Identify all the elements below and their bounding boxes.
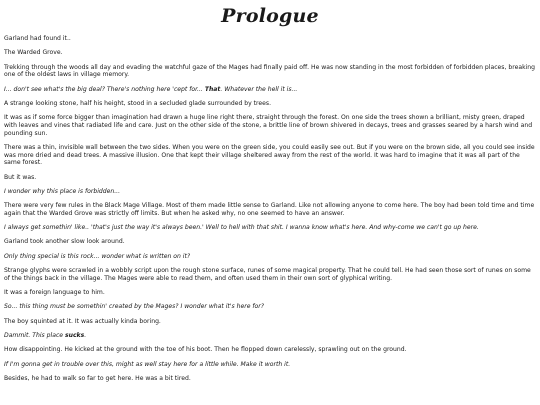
paragraph: A strange looking stone, half his height, stood in a secluded glade surrounded by trees. <box>4 99 272 107</box>
paragraph-thought: So... this thing must be somethin' created by the Mages? I wonder what it's here for? <box>4 303 265 311</box>
text-span: . Whatever the hell it is... <box>220 85 298 93</box>
chapter-title: Prologue <box>221 5 319 27</box>
document-page <box>4 2 536 389</box>
paragraph: It was as if some force bigger than imagination had drawn a huge line right there, straight through the forest. On one side the trees shown a brilliant, misty green, draped with leaves and vines that radiated life and care. Just on the other side of the stone, a brittle line of brown shivered in decays, trees and grasses seared by a harsh wind and pounding sun. <box>4 114 533 137</box>
emphasis-text: That <box>204 85 221 93</box>
paragraph: How disappointing. He kicked at the ground with the toe of his boot. Then he flopped down carelessly, sprawling out on the ground. <box>4 346 407 354</box>
text-span: Dammit. This place <box>4 331 65 339</box>
text-span: I... don't see what's the big deal? There's nothing here 'cept for... <box>4 85 205 93</box>
paragraph: But it was. <box>4 173 37 181</box>
paragraph: Garland took another slow look around. <box>4 238 125 246</box>
paragraph: The boy squinted at it. It was actually kinda boring. <box>4 317 161 325</box>
paragraph-thought: I wonder why this place is forbidden... <box>4 187 121 195</box>
text-span: . <box>84 331 87 339</box>
paragraph: Trekking through the woods all day and evading the watchful gaze of the Mages had finally paid off. He was now standing in the most forbidden of forbidden places, breaking one of the oldest laws in village memory. <box>4 63 536 79</box>
paragraph: There was a thin, invisible wall between the two sides. When you were on the green side, you could easily see out. But if you were on the brown side, all you could see inside was more dried and dead trees. A massive illusion. One that kept their village sheltered away from the rest of the world. It was hard to imagine that it was all part of the same forest. <box>4 143 535 167</box>
paragraph-thought: Only thing special is this rock... wonder what is written on it? <box>4 252 191 260</box>
paragraph-thought <box>4 86 536 94</box>
paragraph: The Warded Grove. <box>4 49 63 57</box>
paragraph: Besides, he had to walk so far to get here. He was a bit tired. <box>4 374 191 382</box>
paragraph: It was a foreign language to him. <box>4 289 105 297</box>
emphasis-text: sucks <box>64 331 85 339</box>
paragraph: There were very few rules in the Black Mage Village. Most of them made little sense to Garland. Like not allowing anyone to come here. The boy had been told time and time again that the Warded Grove was strictly off limits. But when he asked why, no one seemed to have an answer. <box>4 202 535 217</box>
paragraph: Garland had found it.. <box>4 35 71 42</box>
paragraph-thought: I always get somethin' like.. 'that's just the way it's always been.' Well to hell with that shit. I wanna know what's here. And why-come we can't go up here. <box>4 224 479 232</box>
paragraph-thought <box>4 332 536 340</box>
paragraph: Strange glyphs were scrawled in a wobbly script upon the rough stone surface, runes of some magical property. That he could tell. He had seen those sort of runes on some of the things back in the village. The Mages were able to read them, and often used them in their own sort of glyphical writing. <box>4 267 531 282</box>
paragraph-thought: If I'm gonna get in trouble over this, might as well stay here for a little while. Make it worth it. <box>4 360 291 368</box>
